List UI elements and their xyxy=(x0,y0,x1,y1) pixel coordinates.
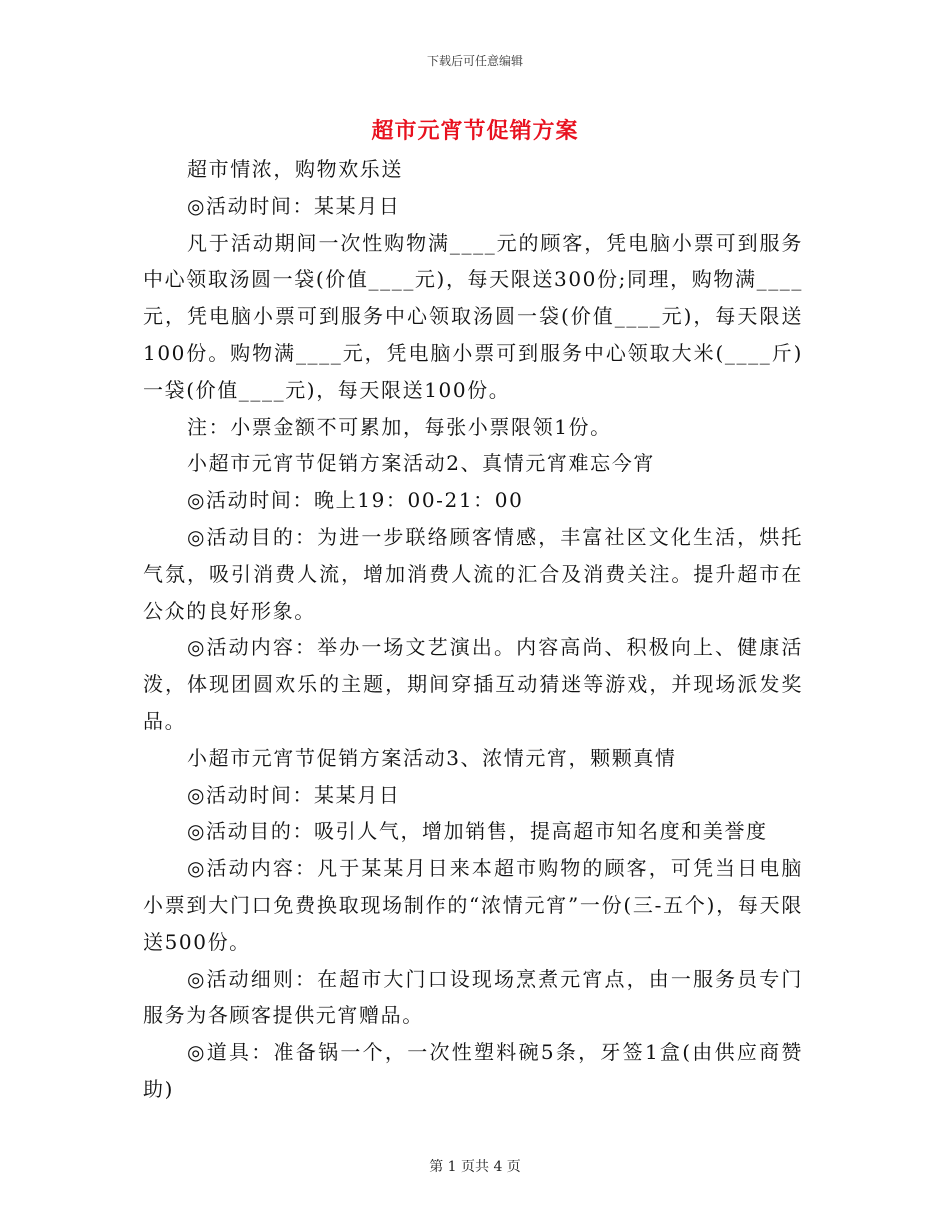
paragraph-activity-content-3: ◎活动内容：凡于某某月日来本超市购物的顾客，可凭当日电脑小票到大门口免费换取现场制作的“浓情元宵”一份(三-五个)，每天限送500份。 xyxy=(143,856,803,954)
paragraph-activity-details: ◎活动细则：在超市大门口设现场烹煮元宵点，由一服务员专门服务为各顾客提供元宵赠品。 xyxy=(143,966,803,1028)
paragraph-activity-2-heading: 小超市元宵节促销方案活动2、真情元宵难忘今宵 xyxy=(187,451,655,476)
paragraph-props: ◎道具：准备锅一个，一次性塑料碗5条，牙签1盒(由供应商赞助) xyxy=(143,1040,803,1101)
paragraph-activity-purpose-2: ◎活动目的：为进一步联络顾客情感，丰富社区文化生活，烘托气氛，吸引消费人流，增加消费人流的汇合及消费关注。提升超市在公众的良好形象。 xyxy=(143,524,803,623)
document-title: 超市元宵节促销方案 xyxy=(371,118,579,144)
document-body xyxy=(143,151,803,1108)
paragraph-note: 注：小票金额不可累加，每张小票限领1份。 xyxy=(187,414,612,439)
paragraph-activity-time-3: ◎活动时间：某某月日 xyxy=(187,782,401,807)
paragraph-activity-purpose-3: ◎活动目的：吸引人气，增加销售，提高超市知名度和美誉度 xyxy=(187,819,768,844)
paragraph-slogan: 超市情浓，购物欢乐送 xyxy=(187,157,403,181)
paragraph-activity-time-1: ◎活动时间：某某月日 xyxy=(187,193,401,218)
paragraph-activity-3-heading: 小超市元宵节促销方案活动3、浓情元宵，颗颗真情 xyxy=(187,745,677,770)
paragraph-purchase-rules: 凡于活动期间一次性购物满____元的顾客，凭电脑小票可到服务中心领取汤圆一袋(价值____元)，每天限送300份;同理，购物满____元，凭电脑小票可到服务中心领取汤圆一袋(价值____元)，每天限送100份。购物满____元，凭电脑小票可到服务中心领取大米(____斤)一袋(价值____元)，每天限送100份。 xyxy=(143,230,803,402)
paragraph-activity-content-2: ◎活动内容：举办一场文艺演出。内容高尚、积极向上、健康活泼，体现团圆欢乐的主题，期间穿插互动猜迷等游戏，并现场派发奖品。 xyxy=(143,635,803,733)
header-note: 下载后可任意编辑 xyxy=(426,54,523,68)
page-number-footer: 第 1 页共 4 页 xyxy=(429,1159,521,1175)
paragraph-activity-time-2: ◎活动时间：晚上19：00-21：00 xyxy=(187,488,524,513)
